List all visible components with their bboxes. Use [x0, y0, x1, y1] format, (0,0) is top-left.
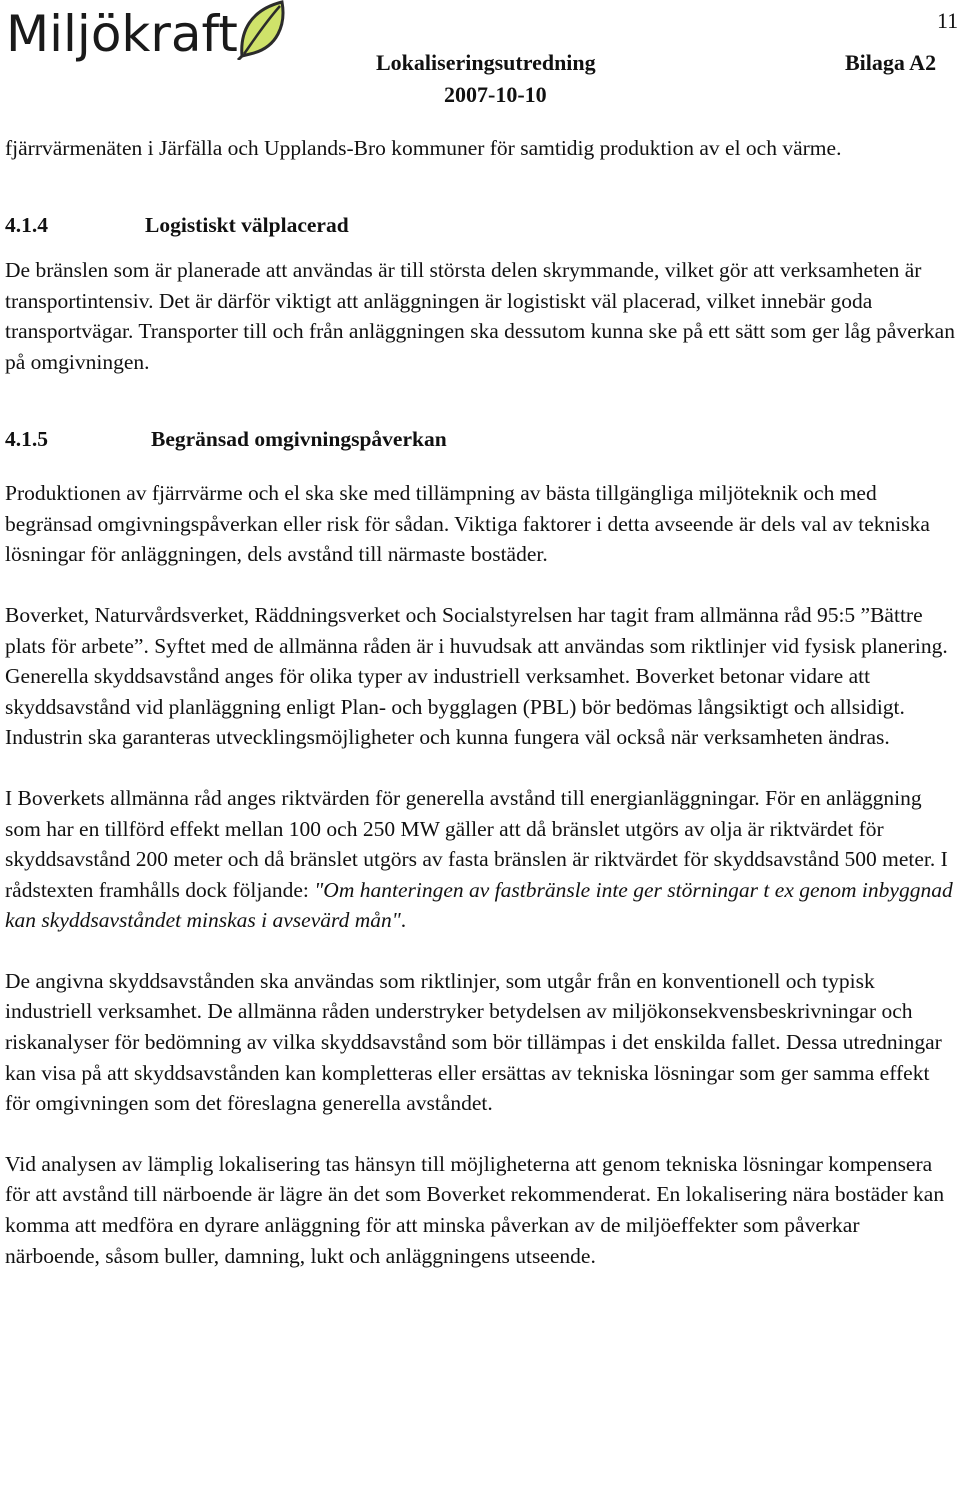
section-4-1-5-paragraph-5: Vid analysen av lämplig lokalisering tas hänsyn till möjligheterna att genom tekniska lösningar kompensera för att avstånd till närboende är lägre än det som Boverket rekommenderat. En lokalisering nära bostäder kan komma att medföra en dyrare anläggning för att minska påverkan av de miljöeffekter som påverkar närboende, såsom buller, damning, lukt och anläggningens utseende. [5, 1151, 945, 1268]
company-logo [6, 2, 288, 76]
section-heading-4-1-4 [5, 210, 955, 241]
intro-paragraph: fjärrvärmenäten i Järfälla och Upplands-Bro kommuner för samtidig produktion av el och värme. [5, 136, 842, 160]
page-header [0, 0, 960, 120]
paragraph-text: I Boverkets allmänna råd anges riktvärden för generella avstånd till energianläggningar. För en anläggning som har en tillförd effekt mellan 100 och 250 MW gäller att då bränslet utgörs av olja är riktvärdet för skyddsavstånd 200 meter och då bränslet utgörs av fasta bränslen är riktvärdet för skyddsavstånd 500 meter. I rådstexten framhålls dock följande: [5, 785, 948, 902]
section-title: Logistiskt välplacerad [145, 212, 349, 237]
section-4-1-5-paragraph-1: Produktionen av fjärrvärme och el ska ske med tillämpning av bästa tillgängliga miljöteknik och med begränsad omgivningspåverkan eller risk för sådan. Viktiga faktorer i detta avseende är dels val av tekniska lösningar för anläggningen, dels avstånd till närmaste bostäder. [5, 481, 930, 567]
document-date: 2007-10-10 [444, 82, 547, 107]
section-title: Begränsad omgivningspåverkan [151, 426, 447, 451]
paragraph-end: . [400, 908, 407, 933]
section-4-1-5-paragraph-4: De angivna skyddsavstånden ska användas som riktlinjer, som utgår från en konventionell och typisk industriell verksamhet. De allmänna råden understryker betydelsen av miljökonsekvensbeskrivningar och riskanalyser för bedömning av vilka skyddsavstånd som bör tillämpas i det enskilda fallet. Dessa utredningar kan visa på att skyddsavstånden kan kompletteras eller ersättas av tekniska lösningar som ger samma effekt för omgivningen som det föreslagna generella avståndet. [5, 968, 942, 1116]
section-number: 4.1.4 [5, 212, 48, 237]
section-heading-4-1-5 [5, 424, 955, 455]
section-4-1-5-paragraph-3 [5, 783, 955, 936]
leaf-icon [236, 0, 288, 60]
page-number: 11 [937, 8, 959, 33]
logo-wordmark: Miljökraft [6, 5, 238, 63]
document-body [5, 133, 955, 1271]
appendix-label: Bilaga A2 [845, 50, 937, 75]
section-4-1-5-paragraph-2: Boverket, Naturvårdsverket, Räddningsverket och Socialstyrelsen har tagit fram allmänna råd 95:5 ”Bättre plats för arbete”. Syftet med de allmänna råden är i huvudsak att användas som riktlinjer vid fysisk planering. Generella skyddsavstånd anges för olika typer av industriell verksamhet. Boverket betonar vidare att skyddsavstånd vid planläggning enligt Plan- och bygglagen (PBL) bör bedömas långsiktigt och allsidigt. Industrin ska garanteras utvecklingsmöjligheter och kunna fungera väl också när verksamheten ändras. [5, 602, 948, 750]
quoted-text: "Om hanteringen av fastbränsle inte ger störningar t ex genom inbyggnad kan skyddsavståndet minskas i avsevärd mån" [5, 877, 953, 933]
section-4-1-4-paragraph: De bränslen som är planerade att användas är till största delen skrymmande, vilket gör att verksamheten är transportintensiv. Det är därför viktigt att anläggningen är logistiskt väl placerad, vilket innebär goda transportvägar. Transporter till och från anläggningen ska dessutom kunna ske på ett sätt som ger låg påverkan på omgivningen. [5, 258, 955, 374]
document-title: Lokaliseringsutredning [376, 50, 596, 75]
section-number: 4.1.5 [5, 426, 48, 451]
